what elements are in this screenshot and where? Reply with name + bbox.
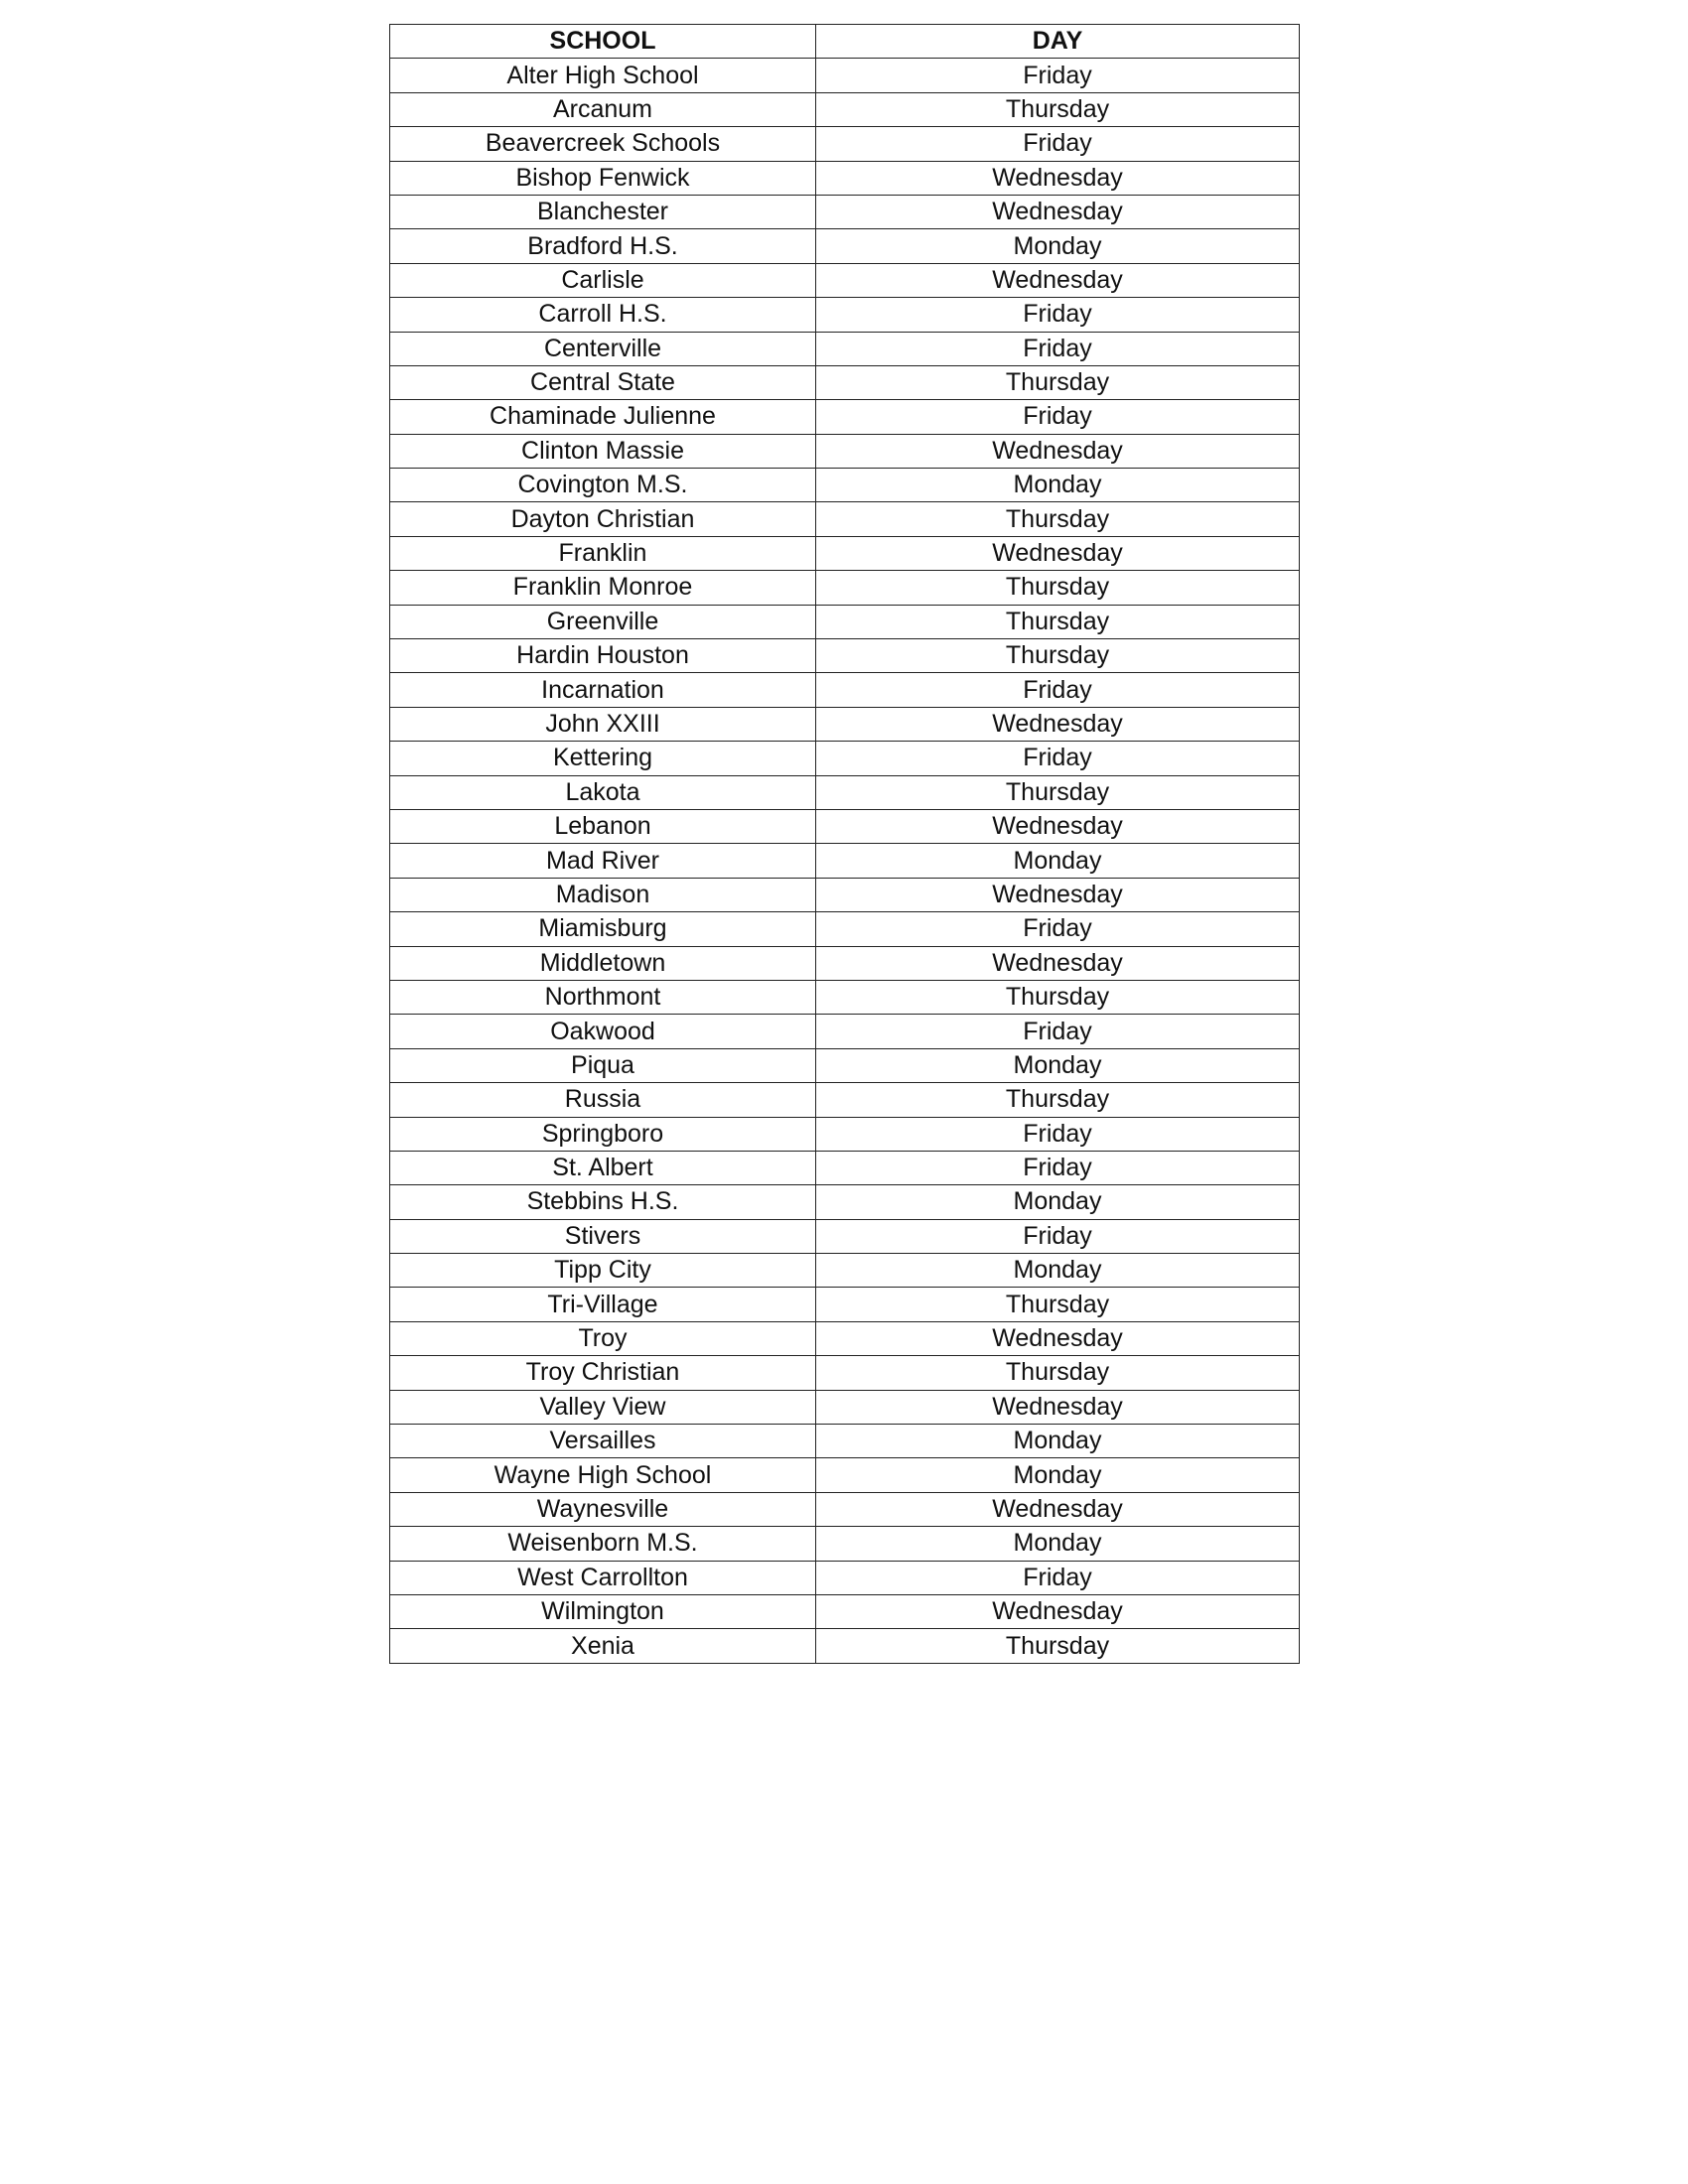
day-cell: Monday xyxy=(816,844,1300,878)
school-name-cell: Troy xyxy=(390,1321,816,1355)
school-name-cell: Valley View xyxy=(390,1390,816,1424)
table-row xyxy=(390,946,1300,980)
school-name-cell: Carlisle xyxy=(390,263,816,297)
school-day-table xyxy=(389,24,1300,1664)
table-row xyxy=(390,263,1300,297)
table-row xyxy=(390,365,1300,399)
table-row xyxy=(390,1048,1300,1082)
day-cell: Friday xyxy=(816,1117,1300,1151)
school-name-cell: Waynesville xyxy=(390,1492,816,1526)
school-name-cell: Bishop Fenwick xyxy=(390,161,816,195)
day-cell: Wednesday xyxy=(816,1594,1300,1628)
table-row xyxy=(390,502,1300,536)
table-row xyxy=(390,59,1300,92)
day-cell: Monday xyxy=(816,469,1300,502)
table-row xyxy=(390,1492,1300,1526)
day-cell: Wednesday xyxy=(816,161,1300,195)
school-name-cell: Xenia xyxy=(390,1629,816,1663)
table-row xyxy=(390,536,1300,570)
school-name-cell: Tri-Village xyxy=(390,1288,816,1321)
day-cell: Friday xyxy=(816,1219,1300,1253)
day-cell: Thursday xyxy=(816,639,1300,673)
school-name-cell: Clinton Massie xyxy=(390,434,816,468)
day-cell: Friday xyxy=(816,912,1300,946)
table-row xyxy=(390,1083,1300,1117)
table-row xyxy=(390,775,1300,809)
school-name-cell: Central State xyxy=(390,365,816,399)
school-name-cell: Tipp City xyxy=(390,1254,816,1288)
school-name-cell: John XXIII xyxy=(390,707,816,741)
table-row xyxy=(390,332,1300,365)
school-name-cell: Mad River xyxy=(390,844,816,878)
table-row xyxy=(390,707,1300,741)
day-cell: Thursday xyxy=(816,1629,1300,1663)
day-cell: Wednesday xyxy=(816,263,1300,297)
day-cell: Friday xyxy=(816,742,1300,775)
table-body xyxy=(390,59,1300,1663)
school-name-cell: Lebanon xyxy=(390,809,816,843)
table-row xyxy=(390,1594,1300,1628)
table-row xyxy=(390,1321,1300,1355)
day-cell: Monday xyxy=(816,1254,1300,1288)
school-name-cell: Troy Christian xyxy=(390,1356,816,1390)
school-name-cell: St. Albert xyxy=(390,1151,816,1184)
school-name-cell: Northmont xyxy=(390,980,816,1014)
school-name-cell: Russia xyxy=(390,1083,816,1117)
school-name-cell: Dayton Christian xyxy=(390,502,816,536)
table-row xyxy=(390,809,1300,843)
day-cell: Monday xyxy=(816,1527,1300,1561)
table-row xyxy=(390,161,1300,195)
table-row xyxy=(390,127,1300,161)
school-name-cell: Arcanum xyxy=(390,92,816,126)
school-name-cell: Alter High School xyxy=(390,59,816,92)
table-row xyxy=(390,742,1300,775)
day-cell: Wednesday xyxy=(816,1492,1300,1526)
day-cell: Wednesday xyxy=(816,946,1300,980)
table-row xyxy=(390,400,1300,434)
school-name-cell: Centerville xyxy=(390,332,816,365)
table-row xyxy=(390,1425,1300,1458)
day-cell: Monday xyxy=(816,1425,1300,1458)
table-row xyxy=(390,434,1300,468)
school-column-header: SCHOOL xyxy=(390,25,816,59)
day-cell: Thursday xyxy=(816,1083,1300,1117)
day-cell: Wednesday xyxy=(816,195,1300,228)
school-name-cell: Blanchester xyxy=(390,195,816,228)
school-name-cell: West Carrollton xyxy=(390,1561,816,1594)
day-cell: Friday xyxy=(816,127,1300,161)
day-cell: Thursday xyxy=(816,92,1300,126)
school-name-cell: Wilmington xyxy=(390,1594,816,1628)
table-row xyxy=(390,571,1300,605)
school-name-cell: Weisenborn M.S. xyxy=(390,1527,816,1561)
table-row xyxy=(390,92,1300,126)
day-cell: Friday xyxy=(816,332,1300,365)
day-cell: Wednesday xyxy=(816,878,1300,911)
school-name-cell: Greenville xyxy=(390,605,816,638)
table-row xyxy=(390,229,1300,263)
school-name-cell: Stivers xyxy=(390,1219,816,1253)
table-row xyxy=(390,298,1300,332)
school-name-cell: Wayne High School xyxy=(390,1458,816,1492)
school-name-cell: Franklin Monroe xyxy=(390,571,816,605)
table-row xyxy=(390,1629,1300,1663)
table-row xyxy=(390,1117,1300,1151)
day-cell: Wednesday xyxy=(816,707,1300,741)
day-cell: Friday xyxy=(816,1561,1300,1594)
table-row xyxy=(390,1254,1300,1288)
school-name-cell: Kettering xyxy=(390,742,816,775)
day-cell: Wednesday xyxy=(816,1390,1300,1424)
day-cell: Thursday xyxy=(816,365,1300,399)
day-cell: Thursday xyxy=(816,980,1300,1014)
school-name-cell: Middletown xyxy=(390,946,816,980)
table-row xyxy=(390,1561,1300,1594)
school-name-cell: Franklin xyxy=(390,536,816,570)
day-cell: Wednesday xyxy=(816,434,1300,468)
school-name-cell: Lakota xyxy=(390,775,816,809)
day-cell: Friday xyxy=(816,59,1300,92)
school-name-cell: Springboro xyxy=(390,1117,816,1151)
table-header xyxy=(390,25,1300,59)
table-row xyxy=(390,1527,1300,1561)
day-column-header: DAY xyxy=(816,25,1300,59)
day-cell: Friday xyxy=(816,1015,1300,1048)
school-name-cell: Versailles xyxy=(390,1425,816,1458)
school-name-cell: Chaminade Julienne xyxy=(390,400,816,434)
header-row xyxy=(390,25,1300,59)
day-cell: Wednesday xyxy=(816,536,1300,570)
table-row xyxy=(390,1219,1300,1253)
day-cell: Monday xyxy=(816,1458,1300,1492)
day-cell: Thursday xyxy=(816,1288,1300,1321)
day-cell: Thursday xyxy=(816,571,1300,605)
day-cell: Friday xyxy=(816,400,1300,434)
day-cell: Friday xyxy=(816,298,1300,332)
day-cell: Thursday xyxy=(816,1356,1300,1390)
school-name-cell: Hardin Houston xyxy=(390,639,816,673)
table-row xyxy=(390,980,1300,1014)
school-name-cell: Incarnation xyxy=(390,673,816,707)
table-row xyxy=(390,912,1300,946)
school-name-cell: Bradford H.S. xyxy=(390,229,816,263)
day-cell: Monday xyxy=(816,1048,1300,1082)
table-row xyxy=(390,1015,1300,1048)
school-name-cell: Madison xyxy=(390,878,816,911)
table-row xyxy=(390,1151,1300,1184)
school-name-cell: Carroll H.S. xyxy=(390,298,816,332)
school-name-cell: Beavercreek Schools xyxy=(390,127,816,161)
day-cell: Thursday xyxy=(816,775,1300,809)
day-cell: Wednesday xyxy=(816,809,1300,843)
day-cell: Monday xyxy=(816,229,1300,263)
table-row xyxy=(390,1288,1300,1321)
table-row xyxy=(390,1356,1300,1390)
table-row xyxy=(390,1458,1300,1492)
table-row xyxy=(390,1185,1300,1219)
table-row xyxy=(390,878,1300,911)
day-cell: Thursday xyxy=(816,502,1300,536)
table-row xyxy=(390,673,1300,707)
table-row xyxy=(390,195,1300,228)
school-name-cell: Stebbins H.S. xyxy=(390,1185,816,1219)
school-name-cell: Covington M.S. xyxy=(390,469,816,502)
table-row xyxy=(390,844,1300,878)
table-row xyxy=(390,469,1300,502)
day-cell: Monday xyxy=(816,1185,1300,1219)
day-cell: Wednesday xyxy=(816,1321,1300,1355)
table-row xyxy=(390,639,1300,673)
table-row xyxy=(390,1390,1300,1424)
school-name-cell: Miamisburg xyxy=(390,912,816,946)
school-name-cell: Piqua xyxy=(390,1048,816,1082)
day-cell: Friday xyxy=(816,1151,1300,1184)
school-name-cell: Oakwood xyxy=(390,1015,816,1048)
day-cell: Friday xyxy=(816,673,1300,707)
day-cell: Thursday xyxy=(816,605,1300,638)
table-row xyxy=(390,605,1300,638)
